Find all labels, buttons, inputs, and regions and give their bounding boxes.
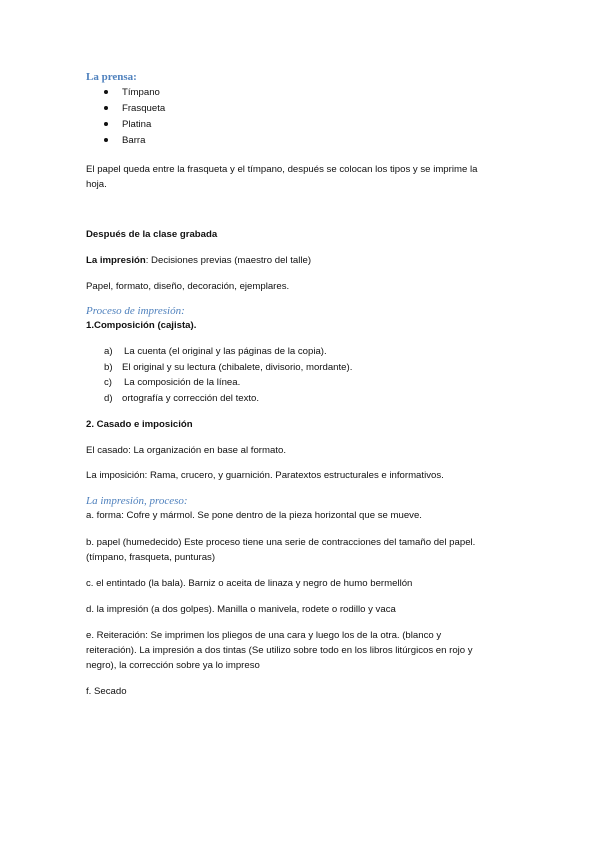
- list-marker: c): [104, 377, 112, 388]
- casado-heading: 2. Casado e imposición: [86, 419, 193, 430]
- bullet-icon: [104, 90, 108, 94]
- impresion-proceso-heading: La impresión, proceso:: [86, 495, 188, 507]
- step-f: f. Secado: [86, 686, 127, 697]
- composicion-item: ortografía y corrección del texto.: [122, 393, 260, 404]
- casado-line: El casado: La organización en base al formato.: [86, 445, 286, 456]
- prensa-heading: La prensa:: [86, 71, 137, 83]
- composicion-item: La cuenta (el original y las páginas de la copia).: [124, 346, 327, 357]
- intro-paragraph-line: El papel queda entre la frasqueta y el tímpano, después se colocan los tipos y se imprime la: [86, 164, 478, 175]
- composicion-item: El original y su lectura (chibalete, divisorio, mordante).: [122, 362, 353, 373]
- prensa-item: Tímpano: [122, 87, 160, 98]
- clase-grabada-heading: Después de la clase grabada: [86, 229, 218, 240]
- intro-paragraph-line: hoja.: [86, 179, 107, 190]
- impresion-text: : Decisiones previas (maestro del talle): [145, 255, 312, 266]
- prensa-item: Barra: [122, 135, 146, 146]
- step-b-line: b. papel (humedecido) Este proceso tiene una serie de contracciones del tamaño del papel.: [86, 537, 476, 548]
- list-marker: b): [104, 362, 113, 373]
- composicion-label: Composición (cajista).: [94, 320, 197, 331]
- composicion-item: La composición de la línea.: [124, 377, 241, 388]
- bullet-icon: [104, 122, 108, 126]
- bullet-icon: [104, 106, 108, 110]
- step-e-line: reiteración). La impresión a dos tintas (Se utilizo sobre todo en los libros litúrgicos en rojo y: [86, 645, 473, 656]
- step-b-line: (tímpano, frasqueta, punturas): [86, 552, 216, 563]
- prensa-item: Frasqueta: [122, 103, 166, 114]
- impresion-line: [86, 255, 311, 267]
- step-a: a. forma: Cofre y mármol. Se pone dentro de la pieza horizontal que se mueve.: [86, 510, 422, 521]
- prensa-item: Platina: [122, 119, 152, 130]
- step-d: d. la impresión (a dos golpes). Manilla o manivela, rodete o rodillo y vaca: [86, 604, 396, 615]
- list-marker: a): [104, 346, 113, 357]
- step-e-line: e. Reiteración: Se imprimen los pliegos de una cara y luego los de la otra. (blanco y: [86, 630, 442, 641]
- step-c: c. el entintado (la bala). Barniz o aceita de linaza y negro de humo bermellón: [86, 578, 413, 589]
- composicion-heading: [86, 320, 196, 332]
- step-e-line: negro), la corrección sobre ya lo impreso: [86, 660, 260, 671]
- papel-line: Papel, formato, diseño, decoración, ejemplares.: [86, 281, 290, 292]
- composicion-number: 1.: [86, 320, 95, 331]
- list-marker: d): [104, 393, 113, 404]
- imposicion-line: La imposición: Rama, crucero, y guarnición. Paratextos estructurales e informativos.: [86, 470, 444, 481]
- bullet-icon: [104, 138, 108, 142]
- proceso-heading: Proceso de impresión:: [86, 305, 185, 317]
- impresion-label: La impresión: [86, 255, 146, 266]
